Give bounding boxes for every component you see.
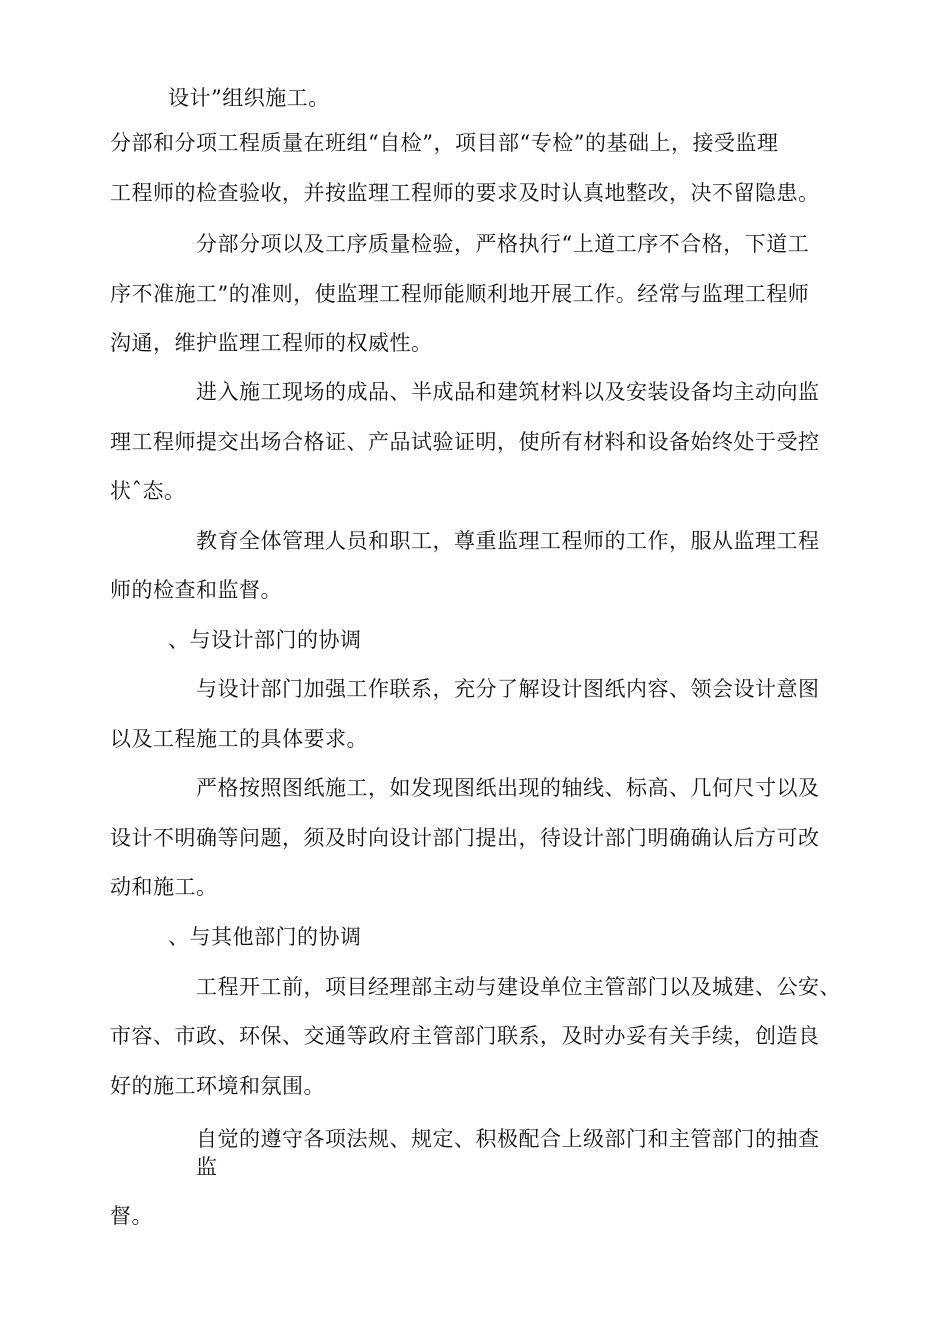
text-line-19: 工程开工前，项目经理部主动与建设单位主管部门以及城建、公安、 bbox=[196, 975, 841, 999]
text-line-6: 沟通，维护监理工程师的权威性。 bbox=[110, 331, 433, 355]
text-line-9: 状ˆ态。 bbox=[110, 479, 186, 503]
text-line-3: 工程师的检查验收，并按监理工程师的要求及时认真地整改，决不留隐患。 bbox=[110, 181, 820, 205]
text-line-17: 动和施工。 bbox=[110, 875, 218, 899]
text-line-7: 进入施工现场的成品、半成品和建筑材料以及安装设备均主动向监 bbox=[196, 380, 820, 404]
text-line-13: 与设计部门加强工作联系，充分了解设计图纸内容、领会设计意图 bbox=[196, 677, 820, 701]
text-line-14: 以及工程施工的具体要求。 bbox=[110, 727, 368, 751]
text-line-22: 自觉的遵守各项法规、规定、积极配合上级部门和主管部门的抽查 bbox=[196, 1127, 820, 1151]
text-line-23: 监 bbox=[196, 1155, 218, 1179]
text-line-8: 理工程师提交出场合格证、产品试验证明，使所有材料和设备始终处于受控 bbox=[110, 430, 820, 454]
text-line-11: 师的检查和监督。 bbox=[110, 578, 282, 602]
text-line-1: 设计”组织施工。 bbox=[168, 86, 330, 110]
section-heading-design: 、与设计部门的协调 bbox=[168, 628, 362, 652]
text-line-2: 分部和分项工程质量在班组“自检”，项目部“专检”的基础上，接受监理 bbox=[110, 131, 779, 155]
text-line-21: 好的施工环境和氛围。 bbox=[110, 1074, 325, 1098]
text-line-24: 督。 bbox=[110, 1204, 153, 1228]
section-heading-other: 、与其他部门的协调 bbox=[168, 925, 362, 949]
text-line-16: 设计不明确等问题，须及时向设计部门提出，待设计部门明确确认后方可改 bbox=[110, 826, 820, 850]
text-line-10: 教育全体管理人员和职工，尊重监理工程师的工作，服从监理工程 bbox=[196, 529, 820, 553]
text-line-15: 严格按照图纸施工，如发现图纸出现的轴线、标高、几何尺寸以及 bbox=[196, 776, 820, 800]
text-line-4: 分部分项以及工序质量检验，严格执行“上道工序不合格，下道工 bbox=[196, 232, 810, 256]
text-line-20: 市容、市政、环保、交通等政府主管部门联系，及时办妥有关手续，创造良 bbox=[110, 1024, 820, 1048]
text-line-5: 序不准施工”的准则，使监理工程师能顺利地开展工作。经常与监理工程师 bbox=[110, 282, 810, 306]
